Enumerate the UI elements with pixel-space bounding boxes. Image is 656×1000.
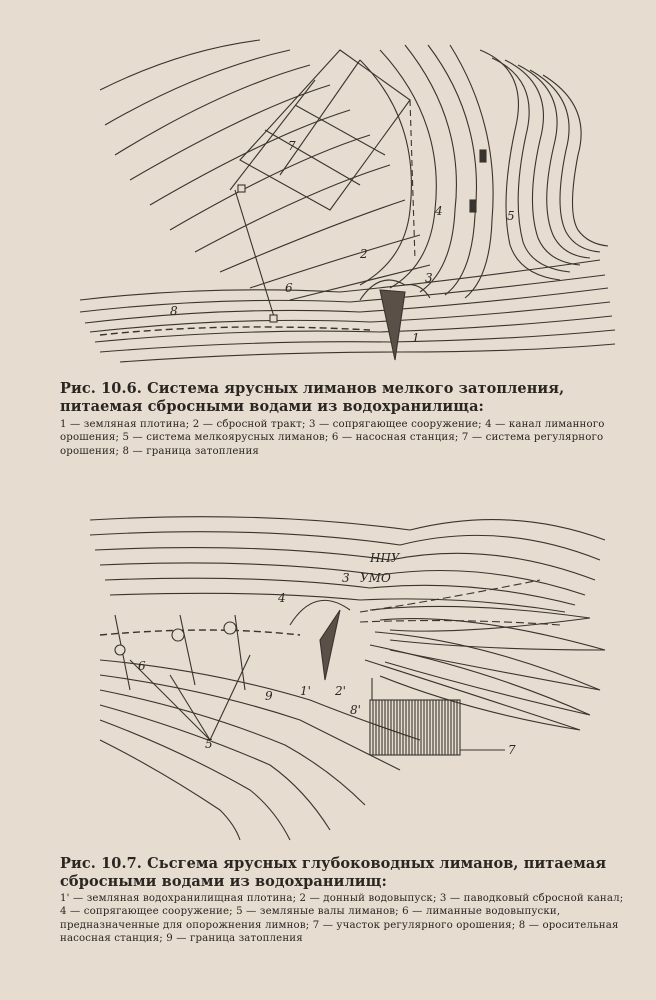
contour-line	[115, 65, 310, 155]
contour-line	[290, 265, 430, 300]
contour-line	[492, 58, 570, 272]
figure2-marker-4: 4	[278, 591, 286, 605]
contour-line	[90, 532, 600, 560]
liman-outlet	[115, 645, 125, 655]
contour-line	[380, 619, 605, 650]
structure-mark	[238, 185, 245, 192]
contour-line	[80, 260, 600, 300]
irrigation-plot	[370, 700, 460, 755]
irrigation-grid	[265, 130, 360, 185]
figure1-title: Система ярусных лиманов мелкого затопления, питаемая сбросными водами из водохранилища:	[60, 380, 565, 415]
contour-line	[195, 165, 390, 252]
irrigation-grid	[295, 105, 385, 155]
flood-canal-arc	[290, 600, 350, 625]
contour-line	[80, 275, 605, 312]
contour-line	[120, 344, 615, 362]
figure1-marker-3: 3	[425, 271, 433, 285]
contour-line	[518, 65, 590, 258]
contour-line	[90, 517, 605, 540]
embankment-callout	[210, 655, 250, 740]
figure1-marker-5: 5	[507, 209, 515, 223]
irrigation-grid	[230, 80, 315, 190]
figure2-marker-9: 9	[265, 689, 273, 703]
reservoir-level	[360, 621, 560, 625]
irrigation-grid	[280, 60, 360, 175]
contour-line	[100, 690, 365, 805]
figure2-marker-1: 1'	[300, 684, 311, 698]
contour-line	[505, 60, 580, 265]
contour-line	[105, 578, 575, 605]
figure2-label-umo: УМО	[360, 571, 391, 585]
liman-outlet	[172, 629, 184, 641]
earth-dam	[380, 290, 405, 360]
contour-line	[250, 235, 420, 288]
reservoir-dam	[320, 610, 340, 680]
figure1-marker-8: 8	[170, 304, 178, 318]
figure1-caption-title	[60, 380, 628, 416]
flood-boundary	[100, 630, 300, 635]
contour-line	[220, 200, 405, 272]
figure2-label-npu: НПУ	[370, 551, 400, 565]
contour-line	[100, 740, 240, 840]
structure-mark	[270, 315, 277, 322]
figure2-legend: 1' — земляная водохранилищная плотина; 2 — донный водовыпуск; 3 — паводковый сбросной канал; 4 — сопрягающее сооружение; 5 — земляные валы лиманов; 6 — лиманные водовыпуски, предназначенные для опорожнения лимнов; 7 — участок регулярного орошения; 8 — оросительная насосная станция; 9 — граница затопления	[60, 893, 624, 945]
figure2-marker-8: 8'	[350, 703, 361, 717]
figure-10-7-diagram	[60, 500, 620, 845]
contour-line	[100, 720, 290, 840]
figure1-marker-7: 7	[288, 139, 296, 153]
figure2-marker-2: 2'	[335, 684, 346, 698]
figure1-legend: 1 — земляная плотина; 2 — сбросной тракт; 3 — сопрягающее сооружение; 4 — канал лиманного орошения; 5 — система мелкоярусных лиманов; 6 — насосная станция; 7 — система регулярного орошения; 8 — граница затопления	[60, 419, 605, 457]
figure2-marker-3: 3	[342, 571, 350, 585]
liman-outlet	[224, 622, 236, 634]
figure1-marker-2: 2	[360, 247, 368, 261]
figure1-marker-4: 4	[435, 204, 443, 218]
figure2-title: Сьсгема ярусных глубоководных лиманов, питаемая сбросными водами из водохранилищ:	[60, 855, 607, 890]
contour-line	[100, 705, 330, 830]
liman-embankment	[235, 615, 245, 690]
contour-line	[90, 302, 610, 332]
contour-line	[100, 675, 400, 770]
figure2-marker-6: 6	[138, 659, 146, 673]
figure2-label: Рис. 10.7.	[60, 855, 142, 872]
figure2-caption-title	[60, 855, 628, 891]
figure1-marker-6: 6	[285, 281, 293, 295]
structure-mark	[470, 200, 476, 212]
structure-mark	[480, 150, 486, 162]
contour-line	[405, 45, 456, 292]
figure-10-6-diagram	[60, 30, 620, 375]
figure1-label: Рис. 10.6.	[60, 380, 142, 397]
contour-line	[105, 50, 290, 125]
contour-line	[85, 288, 608, 323]
contour-line	[375, 632, 600, 690]
figure2-marker-5: 5	[205, 737, 213, 751]
figure1-marker-1: 1	[412, 331, 420, 345]
liman-embankment	[180, 615, 195, 685]
contour-line	[380, 50, 436, 288]
figure2-marker-7: 7	[508, 743, 516, 757]
liman-canal	[410, 100, 415, 260]
